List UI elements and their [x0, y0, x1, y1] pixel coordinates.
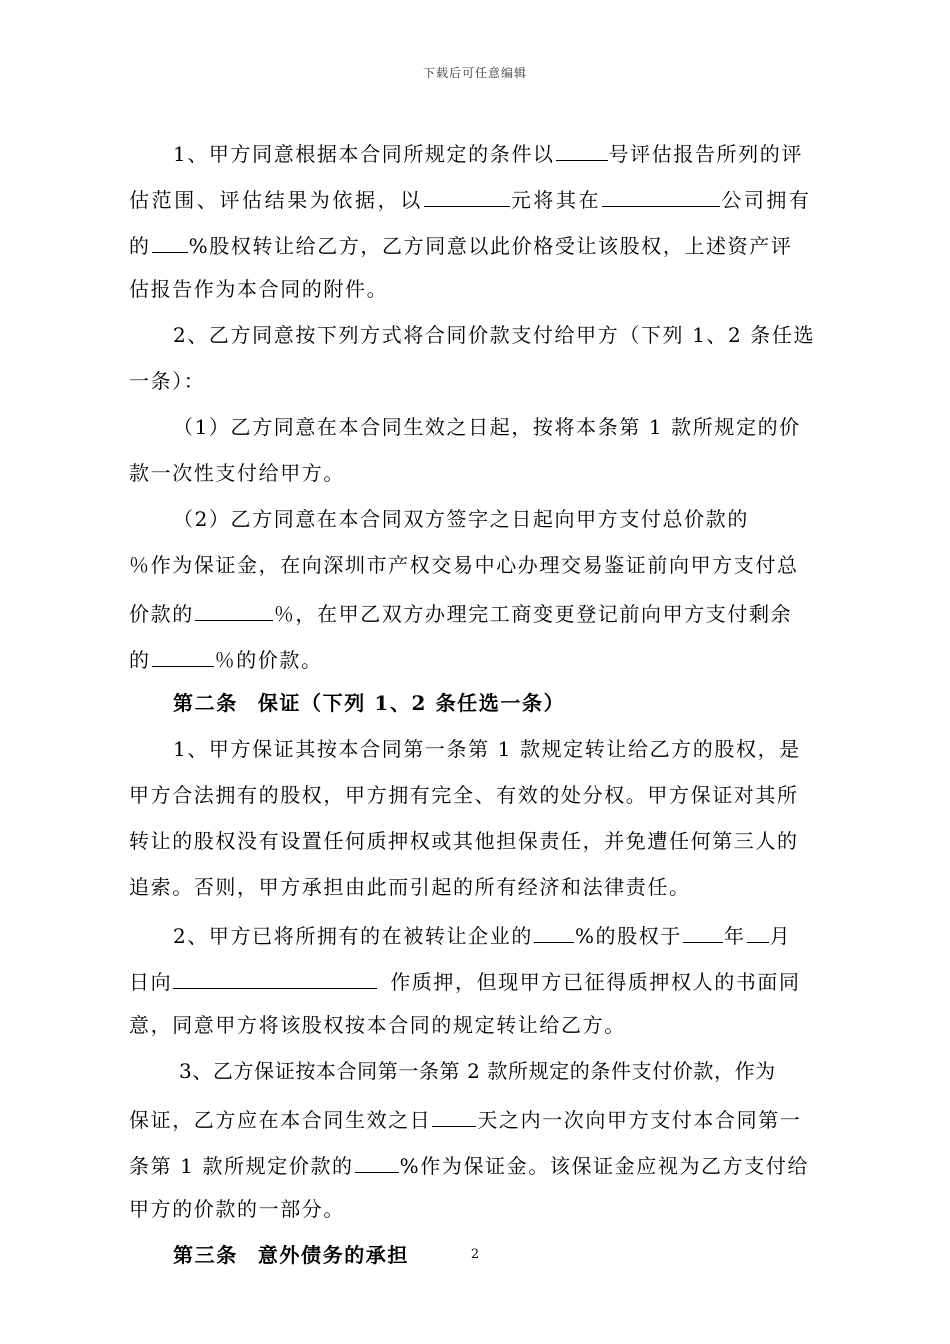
paragraph-line: 2、甲方已将所拥有的在被转让企业的 %的股权于 年 月: [173, 924, 792, 948]
paragraph-line: 估报告作为本合同的附件。: [129, 277, 389, 301]
article-heading: 第二条 保证（下列 1、2 条任选一条）: [173, 691, 566, 715]
paragraph-line: 保证，乙方应在本合同生效之日 天之内一次向甲方支付本合同第一: [129, 1108, 802, 1132]
contract-body: [129, 140, 821, 1290]
paragraph-line: 3、乙方保证按本合同第一条第 2 款所规定的条件支付价款，作为: [179, 1059, 776, 1083]
paragraph-line: 的 ％的价款。: [129, 648, 323, 672]
fill-blank: [683, 922, 723, 943]
page-number: 2: [470, 1247, 480, 1262]
paragraph-line: 日向 作质押，但现甲方已征得质押权人的书面同: [129, 970, 801, 994]
paragraph-line: 甲方合法拥有的股权，甲方拥有完全、有效的处分权。甲方保证对其所: [129, 783, 799, 807]
fill-blank: [556, 140, 608, 161]
fill-blank: [195, 600, 273, 621]
paragraph-line: （2）乙方同意在本合同双方签字之日起向甲方支付总价款的: [173, 507, 749, 531]
fill-blank: [432, 1106, 476, 1127]
paragraph-line: 条第 1 款所规定价款的 %作为保证金。该保证金应视为乙方支付给: [129, 1154, 810, 1178]
paragraph-line: 2、乙方同意按下列方式将合同价款支付给甲方（下列 1、2 条任选: [173, 323, 816, 347]
fill-blank: [534, 922, 574, 943]
fill-blank: [173, 968, 377, 989]
paragraph-line: 的 %股权转让给乙方，乙方同意以此价格受让该股权，上述资产评: [129, 234, 793, 258]
fill-blank: [602, 186, 720, 207]
article-heading: 第三条 意外债务的承担: [173, 1243, 410, 1267]
page-header: 下载后可任意编辑: [422, 66, 527, 80]
paragraph-line: ％作为保证金，在向深圳市产权交易中心办理交易鉴证前向甲方支付总: [129, 553, 799, 577]
fill-blank: [152, 646, 214, 667]
paragraph-line: 甲方的价款的一部分。: [129, 1197, 345, 1221]
paragraph-line: 估范围、评估结果为依据，以 元将其在 公司拥有: [129, 188, 812, 212]
paragraph-line: 一条）：: [129, 369, 206, 393]
paragraph-line: 1、甲方保证其按本合同第一条第 1 款规定转让给乙方的股权，是: [173, 737, 801, 761]
paragraph-line: 转让的股权没有设置任何质押权或其他担保责任，并免遭任何第三人的: [129, 829, 799, 853]
paragraph-line: 款一次性支付给甲方。: [129, 461, 345, 485]
fill-blank: [424, 186, 510, 207]
fill-blank: [152, 232, 188, 253]
paragraph-line: 意，同意甲方将该股权按本合同的规定转让给乙方。: [129, 1013, 626, 1037]
fill-blank: [747, 922, 769, 943]
paragraph-line: 追索。否则，甲方承担由此而引起的所有经济和法律责任。: [129, 875, 691, 899]
paragraph-line: （1）乙方同意在本合同生效之日起，按将本条第 1 款所规定的价: [173, 415, 801, 439]
paragraph-line: 价款的 ％，在甲乙双方办理完工商变更登记前向甲方支付剩余: [129, 602, 793, 626]
paragraph-line: 1、甲方同意根据本合同所规定的条件以 号评估报告所列的评: [173, 142, 803, 166]
fill-blank: [355, 1152, 399, 1173]
